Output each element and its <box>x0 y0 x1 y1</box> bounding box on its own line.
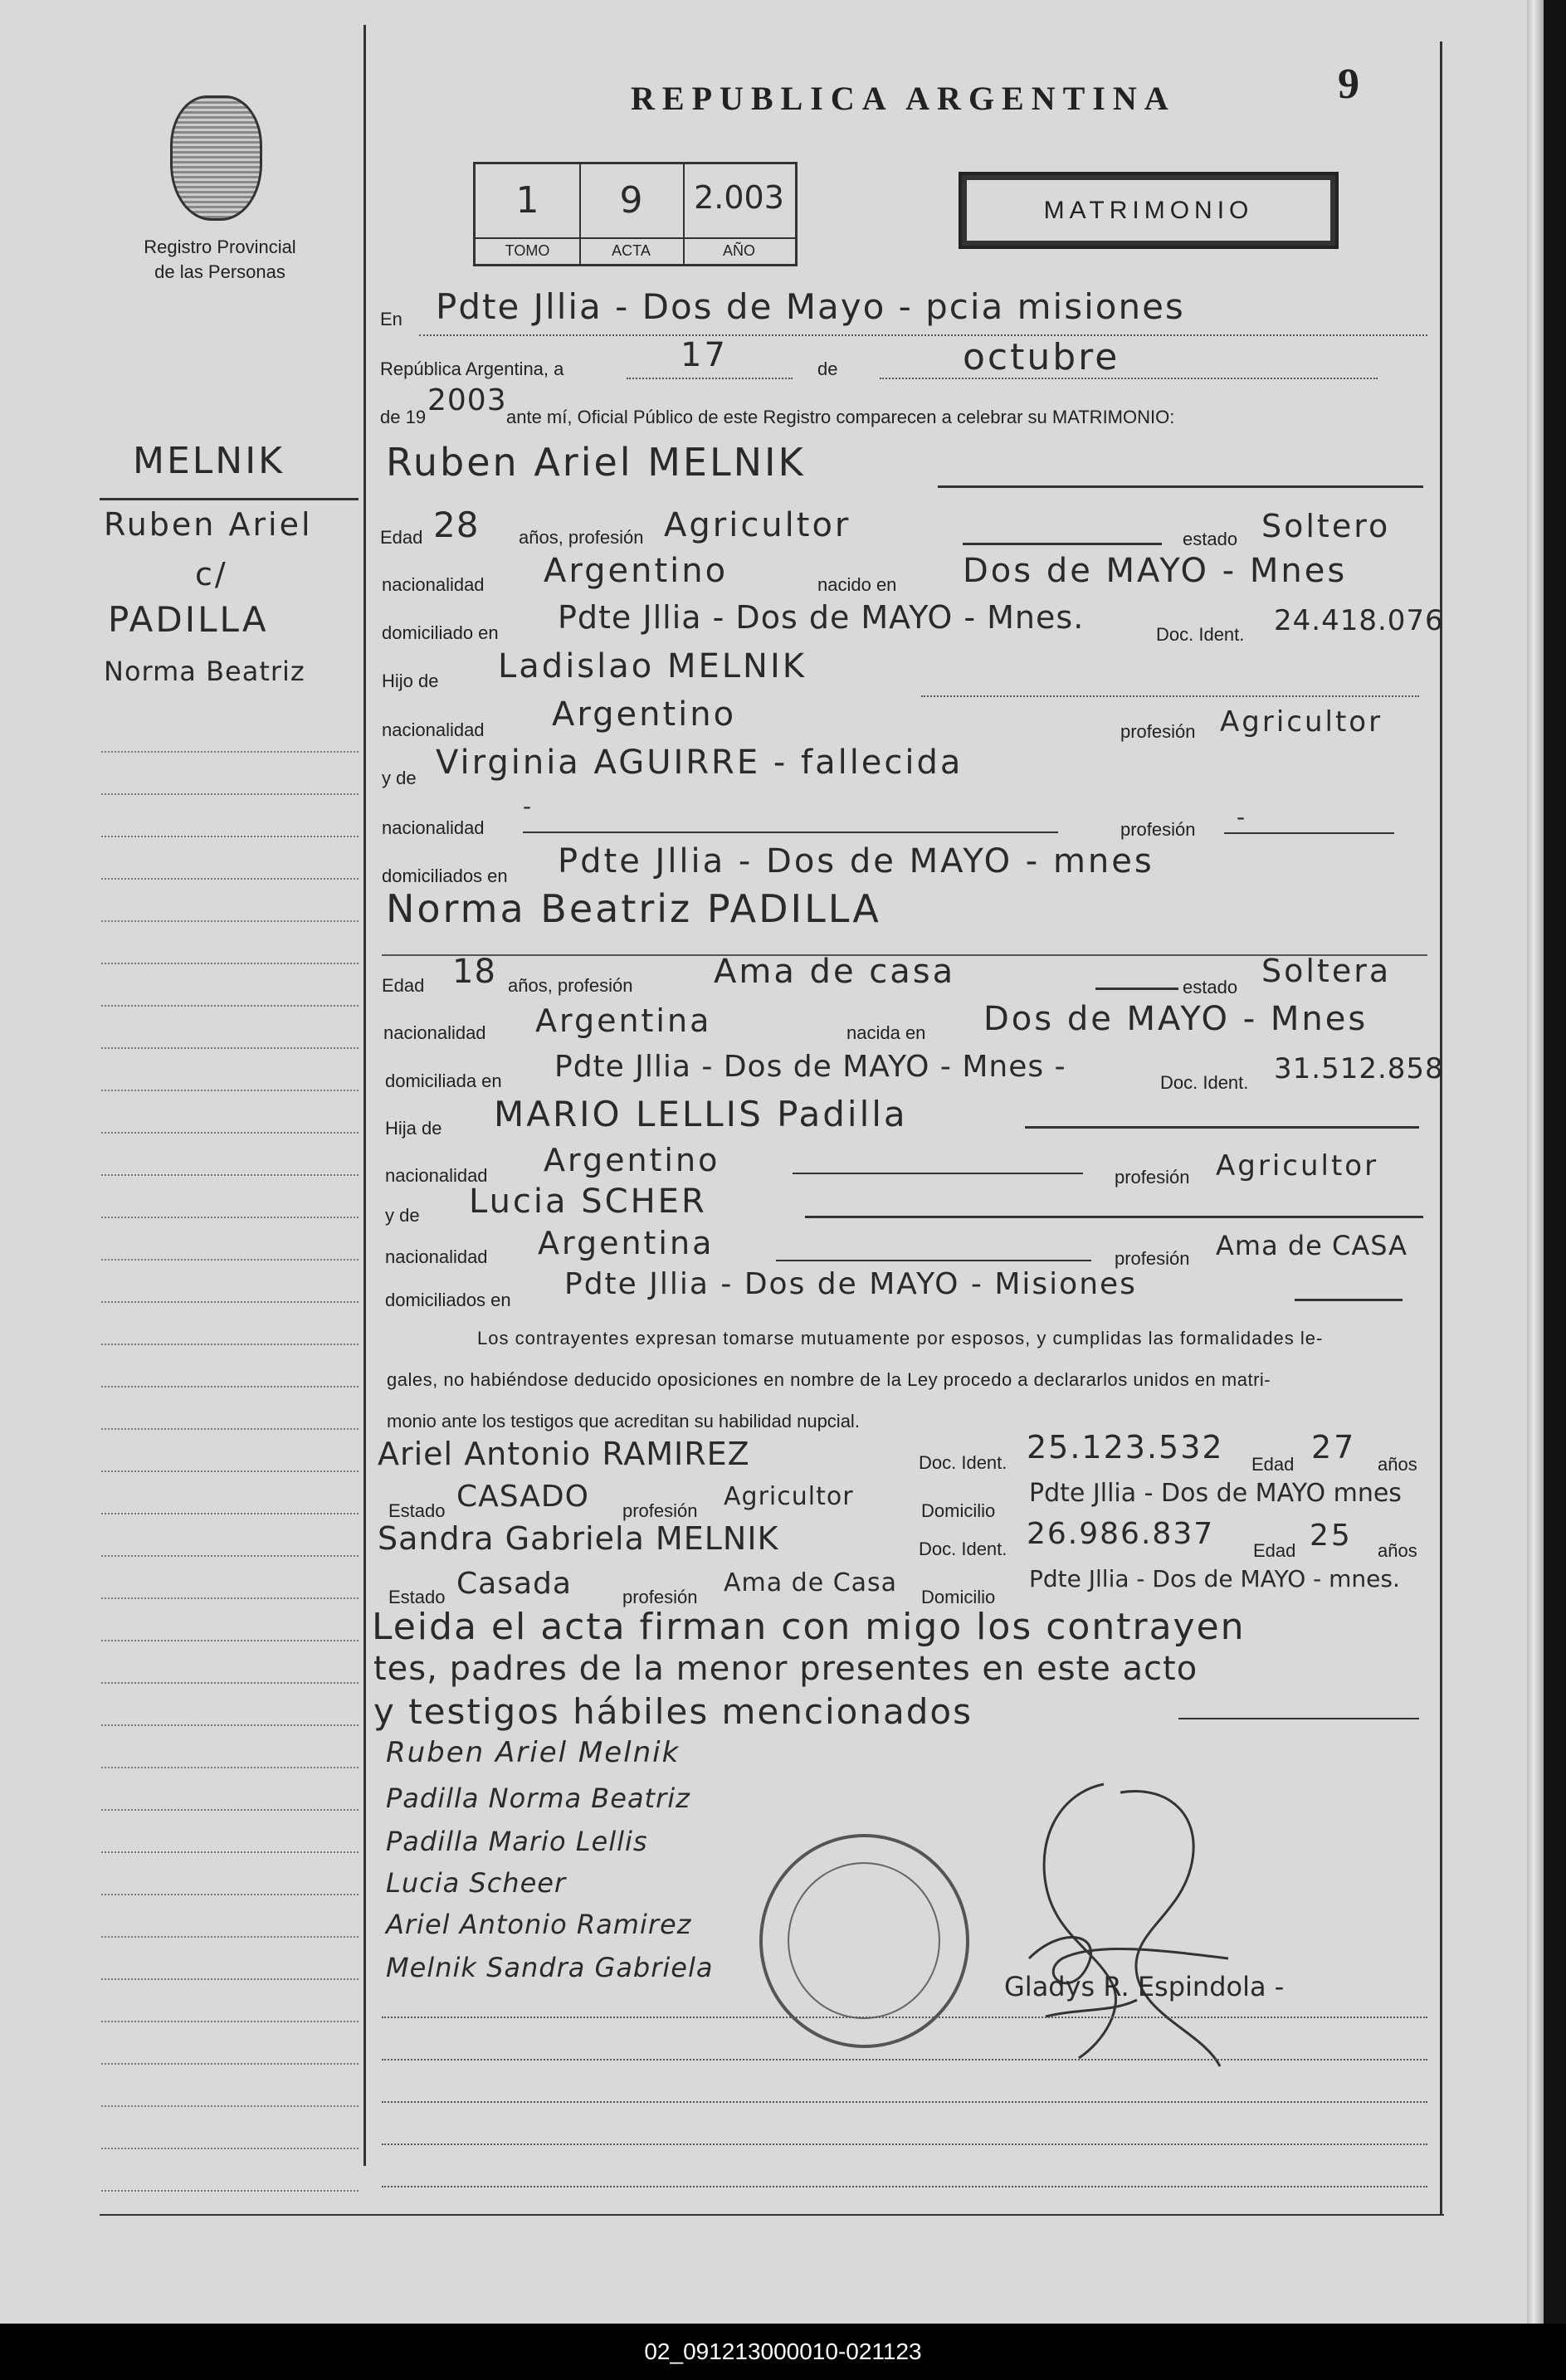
groom-father: Ladislao MELNIK <box>498 647 807 685</box>
de-label: de <box>817 358 838 379</box>
bride-father-nationality: Argentino <box>544 1142 720 1178</box>
acta-label: ACTA <box>579 237 683 260</box>
bottom-border <box>100 2214 1444 2216</box>
margin-name-groom: Ruben Ariel <box>104 506 313 543</box>
groom-age: 28 <box>433 505 480 545</box>
bride-parents-address: Pdte Jllia - Dos de MAYO - Misiones <box>564 1267 1137 1301</box>
bride-hija-label: Hija de <box>385 1118 442 1139</box>
margin-rule <box>101 963 359 964</box>
margin-connector: c/ <box>195 556 228 593</box>
bride-domicilio-label: domiciliada en <box>385 1071 502 1091</box>
witness1-name: Ariel Antonio RAMIREZ <box>378 1436 750 1472</box>
bride-father-line <box>1025 1126 1419 1129</box>
anio-label: AÑO <box>683 237 795 260</box>
groom-profesion-label: años, profesión <box>519 527 644 548</box>
ceremony-place: Pdte Jllia - Dos de Mayo - pcia misiones <box>436 286 1185 327</box>
bride-mother: Lucia SCHER <box>469 1183 707 1221</box>
bride-name: Norma Beatriz PADILLA <box>386 886 881 931</box>
witness1-doc-label: Doc. Ident. <box>919 1452 1007 1473</box>
official-signature-mark <box>1012 1768 1261 2083</box>
margin-rule <box>101 878 359 880</box>
opening-statement: ante mí, Oficial Público de este Registro comparecen a celebrar su MATRIMONIO: <box>506 407 1175 427</box>
witness2-anos-label: años <box>1378 1540 1417 1561</box>
bride-mother-prof-label: profesión <box>1115 1248 1190 1269</box>
groom-mother-prof-line <box>1224 832 1394 834</box>
official-signature: Gladys R. Espindola - <box>1004 1971 1285 2002</box>
country-title: REPUBLICA ARGENTINA <box>631 80 1176 117</box>
margin-rule <box>101 2063 359 2065</box>
month-dotline <box>880 378 1378 379</box>
groom-father-dotline <box>921 695 1419 697</box>
bride-parents-line <box>1295 1299 1403 1301</box>
bride-father-profession: Agricultor <box>1216 1149 1379 1183</box>
bride-mother-profession: Ama de CASA <box>1216 1230 1408 1261</box>
witness2-profession: Ama de Casa <box>724 1568 898 1597</box>
body-rule <box>382 2101 1427 2103</box>
year-prefix: de 19 <box>380 407 427 427</box>
groom-mother-nationality: - <box>523 793 534 820</box>
bride-doc-label: Doc. Ident. <box>1160 1072 1249 1093</box>
witness2-status: Casada <box>456 1567 572 1601</box>
document-type-box: MATRIMONIO <box>959 172 1339 249</box>
ceremony-year: 2003 <box>427 383 507 417</box>
acta-value: 9 <box>619 179 643 222</box>
margin-rule <box>101 1851 359 1853</box>
margin-rule <box>101 1724 359 1726</box>
groom-mother-prof-label: profesión <box>1120 819 1196 840</box>
anio-cell <box>683 164 795 264</box>
registry-label-line1: Registro Provincial <box>144 237 296 257</box>
anio-value: 2.003 <box>694 179 784 216</box>
groom-mother: Virginia AGUIRRE - fallecida <box>436 744 964 782</box>
groom-father-nationality: Argentino <box>552 695 737 734</box>
witness2-doc-label: Doc. Ident. <box>919 1539 1007 1559</box>
declaration-line3: monio ante los testigos que acreditan su habilidad nupcial. <box>387 1411 860 1431</box>
margin-rule <box>101 1470 359 1472</box>
closing-line2: tes, padres de la menor presentes en este acto <box>373 1650 1198 1688</box>
margin-rule <box>101 1640 359 1641</box>
margin-rule <box>101 1132 359 1134</box>
witness2-age: 25 <box>1310 1519 1353 1553</box>
bride-nationality: Argentina <box>535 1002 712 1039</box>
bride-civil-status: Soltera <box>1261 953 1392 989</box>
witness1-status: CASADO <box>456 1480 589 1514</box>
bride-profession-line <box>1095 988 1178 990</box>
witness1-edad-label: Edad <box>1251 1454 1295 1475</box>
groom-nacionalidad-label: nacionalidad <box>382 574 485 595</box>
witness1-age: 27 <box>1311 1429 1357 1466</box>
scan-identifier: 02_091213000010-021123 <box>0 2324 1566 2380</box>
margin-rule <box>101 1555 359 1557</box>
witness1-address: Pdte Jllia - Dos de MAYO mnes <box>1029 1479 1402 1508</box>
witness1-prof-label: profesión <box>622 1500 698 1521</box>
groom-civil-status: Soltero <box>1261 508 1391 544</box>
bride-doc-number: 31.512.858 <box>1274 1052 1444 1085</box>
groom-mother-nat-line <box>523 832 1058 833</box>
margin-underline <box>100 498 359 500</box>
margin-rule <box>101 1428 359 1430</box>
page-edge <box>1527 0 1544 2324</box>
declaration-line2: gales, no habiéndose deducido oposiciones en nombre de la Ley procedo a declararlos unidos en matri- <box>387 1369 1271 1390</box>
bride-edad-label: Edad <box>382 975 425 996</box>
witness2-name: Sandra Gabriela MELNIK <box>378 1520 779 1557</box>
stamp-inner-ring <box>788 1862 940 2019</box>
groom-y-de-label: y de <box>382 768 417 788</box>
bride-father-prof-label: profesión <box>1115 1167 1190 1188</box>
groom-mother-nat-label: nacionalidad <box>382 817 485 838</box>
day-dotline <box>627 378 793 379</box>
body-rule <box>382 2186 1427 2187</box>
bride-nacida-label: nacida en <box>846 1022 926 1043</box>
margin-rule <box>101 1513 359 1514</box>
margin-rule <box>101 1809 359 1811</box>
tomo-value: 1 <box>515 179 539 222</box>
groom-nationality: Argentino <box>544 552 729 590</box>
signature-bride-mother: Lucia Scheer <box>386 1867 567 1899</box>
tomo-cell <box>476 164 581 264</box>
page-number: 9 <box>1338 61 1359 108</box>
signature-groom: Ruben Ariel Melnik <box>386 1736 681 1769</box>
en-label: En <box>380 309 402 329</box>
margin-rule <box>101 2190 359 2192</box>
groom-estado-label: estado <box>1183 529 1238 549</box>
witness1-profession: Agricultor <box>724 1482 854 1511</box>
bride-profesion-label: años, profesión <box>508 975 633 996</box>
groom-parents-dom-label: domiciliados en <box>382 866 508 886</box>
witness2-edad-label: Edad <box>1253 1540 1296 1561</box>
registry-label <box>124 235 315 285</box>
groom-domicilio-label: domiciliado en <box>382 622 499 643</box>
groom-name-line <box>938 485 1423 488</box>
bride-father-nat-label: nacionalidad <box>385 1165 488 1186</box>
margin-name-bride: Norma Beatriz <box>104 656 305 687</box>
closing-line-end <box>1178 1718 1419 1719</box>
margin-rule <box>101 1894 359 1895</box>
margin-rule <box>101 1682 359 1684</box>
bride-age: 18 <box>452 953 496 991</box>
margin-rule <box>101 1259 359 1261</box>
groom-mother-profession: - <box>1237 803 1248 831</box>
witness1-dom-label: Domicilio <box>921 1500 996 1521</box>
ceremony-day: 17 <box>681 336 728 374</box>
groom-father-prof-label: profesión <box>1120 721 1196 742</box>
bride-mother-line <box>805 1216 1423 1218</box>
bride-parents-dom-label: domiciliados en <box>385 1290 511 1310</box>
margin-rule <box>101 836 359 837</box>
right-border <box>1440 41 1442 2216</box>
groom-doc-label: Doc. Ident. <box>1156 624 1245 645</box>
groom-address: Pdte Jllia - Dos de MAYO - Mnes. <box>558 599 1085 636</box>
body-rule <box>382 2059 1427 2061</box>
groom-father-nat-label: nacionalidad <box>382 719 485 740</box>
groom-father-profession: Agricultor <box>1220 705 1383 739</box>
margin-rule <box>101 1386 359 1388</box>
margin-divider <box>363 25 366 2166</box>
witness2-address: Pdte Jllia - Dos de MAYO - mnes. <box>1029 1565 1400 1592</box>
margin-rule <box>101 2021 359 2022</box>
bride-father-nat-line <box>793 1173 1083 1174</box>
margin-rule <box>101 751 359 753</box>
body-rule <box>382 2017 1427 2018</box>
margin-rule <box>101 1978 359 1980</box>
groom-edad-label: Edad <box>380 527 423 548</box>
groom-birthplace: Dos de MAYO - Mnes <box>963 552 1348 590</box>
bride-estado-label: estado <box>1183 977 1238 997</box>
closing-line1: Leida el acta firman con migo los contrayen <box>372 1606 1246 1648</box>
bride-profession: Ama de casa <box>714 953 956 991</box>
groom-doc-number: 24.418.076 <box>1274 604 1444 637</box>
margin-rule <box>101 1217 359 1218</box>
bride-mother-nat-label: nacionalidad <box>385 1246 488 1267</box>
margin-rule <box>101 1090 359 1091</box>
declaration-line1: Los contrayentes expresan tomarse mutuamente por esposos, y cumplidas las formalidades le- <box>477 1328 1324 1349</box>
record-box <box>473 162 798 266</box>
groom-parents-address: Pdte Jllia - Dos de MAYO - mnes <box>558 842 1154 880</box>
margin-rule <box>101 1597 359 1599</box>
signature-bride-father: Padilla Mario Lellis <box>386 1826 648 1857</box>
bride-y-de-label: y de <box>385 1205 420 1226</box>
margin-rule <box>101 793 359 795</box>
signature-witness2: Melnik Sandra Gabriela <box>386 1952 714 1983</box>
margin-rule <box>101 920 359 922</box>
place-dotline <box>419 334 1427 336</box>
groom-profession: Agricultor <box>664 506 851 544</box>
bride-father: MARIO LELLIS Padilla <box>494 1094 908 1134</box>
acta-cell <box>579 164 685 264</box>
bride-birthplace: Dos de MAYO - Mnes <box>983 1000 1368 1038</box>
margin-rule <box>101 2148 359 2149</box>
witness2-estado-label: Estado <box>388 1587 446 1607</box>
witness1-doc: 25.123.532 <box>1027 1429 1224 1466</box>
witness1-estado-label: Estado <box>388 1500 446 1521</box>
margin-surname-bride: PADILLA <box>108 599 269 640</box>
groom-name: Ruben Ariel MELNIK <box>386 440 806 485</box>
bride-address: Pdte Jllia - Dos de MAYO - Mnes - <box>554 1050 1066 1084</box>
margin-rule <box>101 1936 359 1938</box>
witness2-dom-label: Domicilio <box>921 1587 996 1607</box>
margin-surname-groom: MELNIK <box>133 440 285 482</box>
witness2-doc: 26.986.837 <box>1027 1517 1215 1551</box>
margin-rule <box>101 1047 359 1049</box>
ceremony-month: octubre <box>963 336 1120 378</box>
groom-nacido-label: nacido en <box>817 574 897 595</box>
groom-profession-line <box>963 543 1162 545</box>
body-rule <box>382 2143 1427 2145</box>
registry-label-line2: de las Personas <box>154 261 285 282</box>
bride-mother-nationality: Argentina <box>538 1225 715 1261</box>
signature-bride: Padilla Norma Beatriz <box>386 1783 690 1814</box>
closing-line3: y testigos hábiles mencionados <box>373 1691 973 1732</box>
margin-rule <box>101 1767 359 1768</box>
margin-rule <box>101 1344 359 1345</box>
margin-rule <box>101 1005 359 1007</box>
signature-witness1: Ariel Antonio Ramirez <box>386 1909 692 1940</box>
republica-label: República Argentina, a <box>380 358 564 379</box>
groom-hijo-label: Hijo de <box>382 671 439 691</box>
bride-mother-nat-line <box>776 1260 1091 1261</box>
margin-rule <box>101 1174 359 1176</box>
margin-rule <box>101 2105 359 2107</box>
tomo-label: TOMO <box>476 237 579 260</box>
witness2-prof-label: profesión <box>622 1587 698 1607</box>
witness1-anos-label: años <box>1378 1454 1417 1475</box>
provincial-seal-icon <box>170 95 262 221</box>
bride-nacionalidad-label: nacionalidad <box>383 1022 486 1043</box>
margin-rule <box>101 1301 359 1303</box>
